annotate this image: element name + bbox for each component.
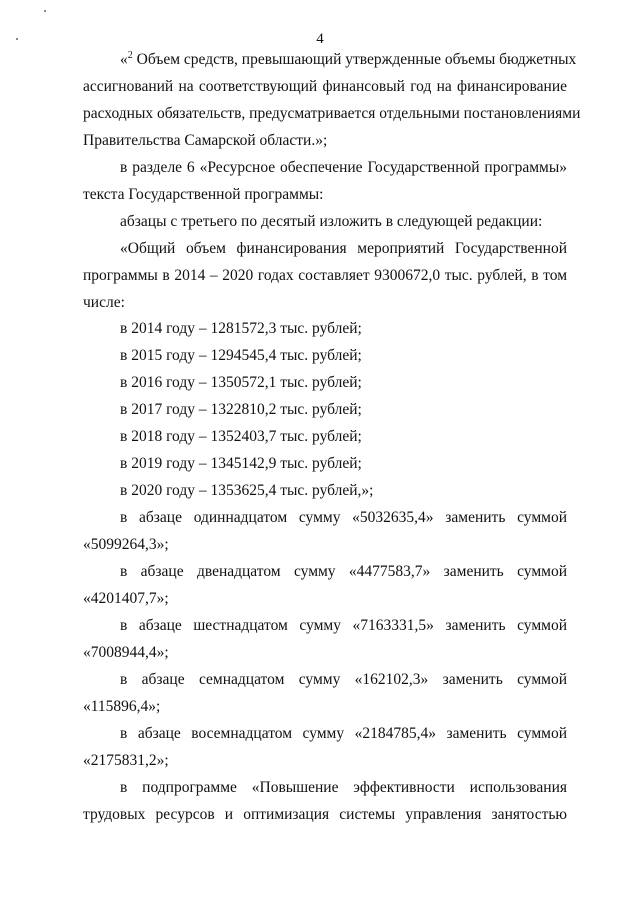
list-item: в 2015 году – 1294545,4 тыс. рублей; xyxy=(120,347,362,364)
paragraph-line: «5099264,3»; xyxy=(83,536,169,553)
paragraph-line: расходных обязательств, предусматривается отдельными постановлениями xyxy=(83,105,581,122)
list-item: в 2017 году – 1322810,2 тыс. рублей; xyxy=(120,401,362,418)
paragraph-line: абзацы с третьего по десятый изложить в следующей редакции: xyxy=(120,213,543,230)
scan-mark xyxy=(44,10,46,12)
list-item: в 2018 году – 1352403,7 тыс. рублей; xyxy=(120,428,362,445)
paragraph-line: в абзаце восемнадцатом сумму «2184785,4» заменить суммой xyxy=(120,725,567,742)
paragraph-line: Правительства Самарской области.»; xyxy=(83,132,328,149)
paragraph-line: «4201407,7»; xyxy=(83,590,169,607)
list-item: в 2014 году – 1281572,3 тыс. рублей; xyxy=(120,320,362,337)
paragraph-line: в абзаце шестнадцатом сумму «7163331,5» заменить суммой xyxy=(120,617,567,634)
paragraph-line: текста Государственной программы: xyxy=(83,186,324,203)
paragraph-line: в разделе 6 «Ресурсное обеспечение Государственной программы» xyxy=(120,159,567,176)
paragraph-line: программы в 2014 – 2020 годах составляет 9300672,0 тыс. рублей, в том xyxy=(83,267,567,284)
paragraph-line: в абзаце одиннадцатом сумму «5032635,4» заменить суммой xyxy=(120,509,567,526)
footnote-superscript: 2 xyxy=(127,50,133,61)
paragraph-line: трудовых ресурсов и оптимизация системы управления занятостью xyxy=(83,806,567,823)
paragraph-line: «7008944,4»; xyxy=(83,644,169,661)
paragraph-line: в абзаце семнадцатом сумму «162102,3» заменить суммой xyxy=(120,671,567,688)
list-item: в 2020 году – 1353625,4 тыс. рублей,»; xyxy=(120,482,374,499)
paragraph-line: в абзаце двенадцатом сумму «4477583,7» заменить суммой xyxy=(120,563,567,580)
paragraph-line: «Общий объем финансирования мероприятий Государственной xyxy=(120,240,567,257)
paragraph-line: «$^2$ Объем средств, превышающий утвержденные объемы бюджетных xyxy=(120,50,577,68)
paragraph-line: в подпрограмме «Повышение эффективности использования xyxy=(120,779,567,796)
paragraph-line: «115896,4»; xyxy=(83,698,161,715)
paragraph-line: числе: xyxy=(83,294,125,311)
page-number: 4 xyxy=(316,31,324,47)
paragraph-line: «2175831,2»; xyxy=(83,752,169,769)
list-item: в 2016 году – 1350572,1 тыс. рублей; xyxy=(120,374,362,391)
paragraph-line: ассигнований на соответствующий финансовый год на финансирование xyxy=(83,78,567,95)
list-item: в 2019 году – 1345142,9 тыс. рублей; xyxy=(120,455,362,472)
